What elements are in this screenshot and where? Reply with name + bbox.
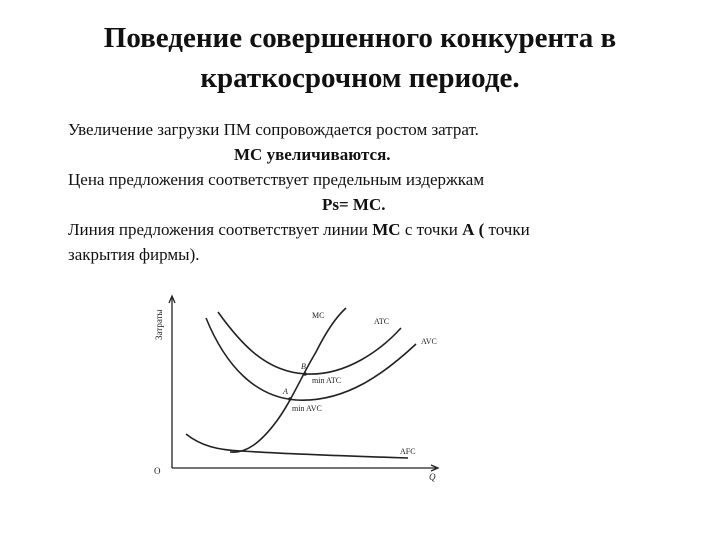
title-line-1: Поведение совершенного конкурента в bbox=[103, 22, 617, 54]
origin-label: O bbox=[154, 466, 161, 476]
min-atc-label: min ATC bbox=[312, 376, 342, 385]
cost-curves-chart bbox=[146, 292, 446, 488]
point-b-label: B bbox=[301, 362, 306, 371]
avc-label: AVC bbox=[421, 337, 437, 346]
x-axis-label: Q bbox=[429, 472, 436, 482]
min-avc-label: min AVC bbox=[292, 404, 322, 413]
text-line-1: Увеличение загрузки ПМ сопровождается ростом затрат. bbox=[68, 120, 479, 139]
text-line-6: закрытия фирмы). bbox=[68, 245, 200, 264]
text-line-2: МС увеличиваются. bbox=[234, 145, 391, 164]
text-line-4: Ps= MC. bbox=[322, 195, 386, 214]
text-line-3: Цена предложения соответствует предельным издержкам bbox=[68, 170, 485, 189]
body-text bbox=[68, 117, 668, 267]
mc-label: MC bbox=[312, 311, 325, 320]
slide-title bbox=[40, 18, 680, 98]
point-a-marker bbox=[288, 397, 292, 401]
atc-label: ATC bbox=[374, 317, 390, 326]
text-line-5 bbox=[68, 217, 668, 242]
point-a-label: A bbox=[283, 387, 288, 396]
afc-label: AFC bbox=[400, 447, 416, 456]
y-axis-label: Затраты bbox=[154, 309, 164, 340]
cost-curves-svg bbox=[146, 292, 446, 488]
afc-curve bbox=[186, 434, 408, 458]
point-b-marker bbox=[303, 372, 307, 376]
text-line-5-e: точки bbox=[484, 220, 530, 239]
text-line-5-a: Линия предложения соответствует линии bbox=[68, 220, 373, 239]
text-line-5-d: А ( bbox=[462, 220, 485, 239]
text-line-5-b: МС bbox=[372, 220, 401, 239]
text-line-5-c: с точки bbox=[400, 220, 463, 239]
title-line-2: краткосрочном периоде. bbox=[200, 62, 520, 94]
